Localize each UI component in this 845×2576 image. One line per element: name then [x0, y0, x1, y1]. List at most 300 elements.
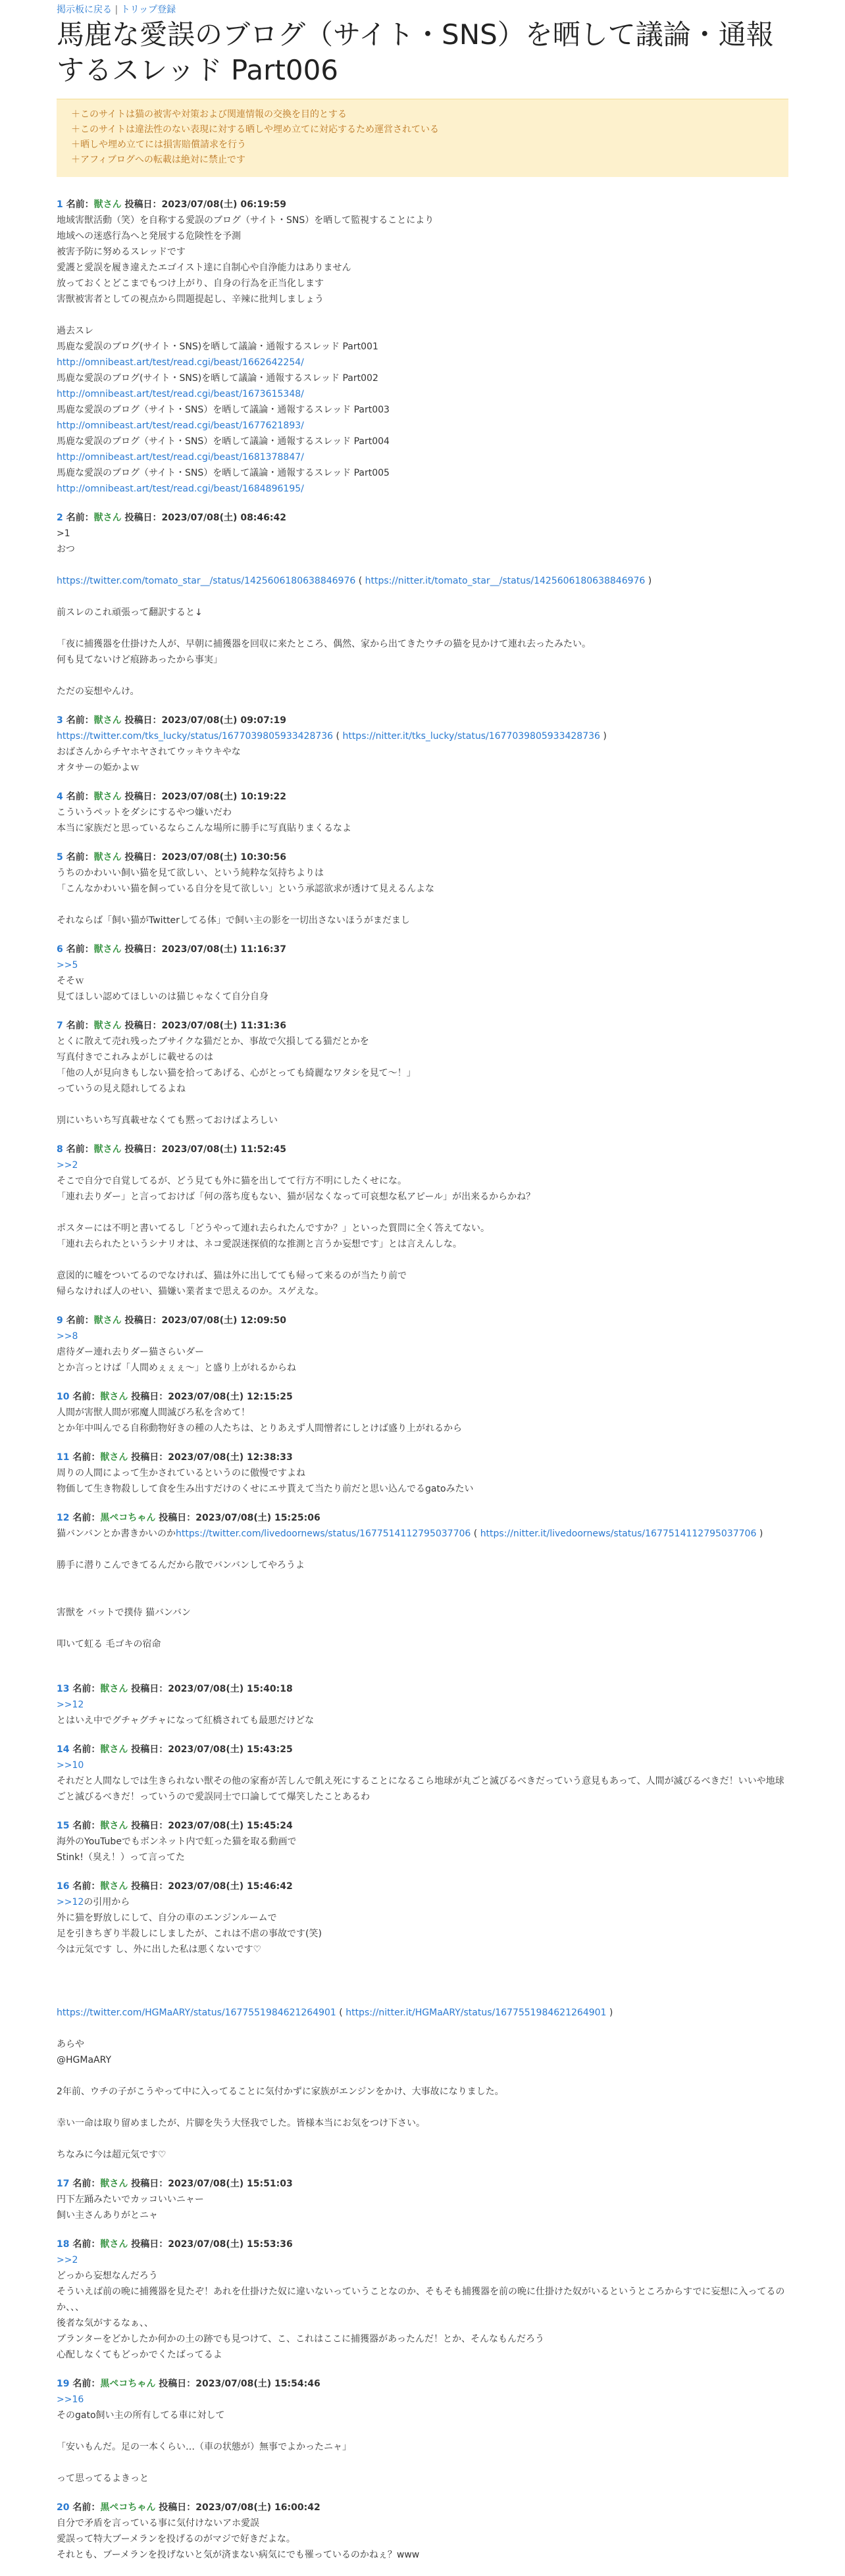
- post-number[interactable]: 2: [57, 513, 63, 523]
- post-line: [57, 307, 788, 323]
- post-line: [57, 1097, 788, 1113]
- post-line: [57, 2531, 788, 2547]
- post-line: [57, 1757, 788, 1773]
- date-label: 投稿日：: [124, 715, 162, 726]
- date-label: 投稿日：: [131, 2239, 168, 2250]
- post-header: [57, 942, 788, 957]
- post: [57, 1389, 788, 1436]
- post-line: [57, 1557, 788, 1573]
- post-line: [57, 291, 788, 307]
- poster-name: 獣さん: [93, 1144, 122, 1155]
- post: [57, 2500, 788, 2563]
- line-text: 写真付きでこれみよがしに載せるのは: [57, 1052, 213, 1063]
- post-line: [57, 1589, 788, 1605]
- post-number[interactable]: 10: [57, 1392, 70, 1402]
- line-text: 帰らなければ人のせい、猫嫌い業者まで思えるのか。スゲえな。: [57, 1286, 324, 1297]
- post-header: [57, 2236, 788, 2252]
- notice-box: [57, 99, 788, 177]
- post-number[interactable]: 7: [57, 1021, 63, 1031]
- post-line: [57, 1605, 788, 1621]
- line-text: 幸い一命は取り留めましたが、片脚を失う大怪我でした。皆様本当にお気をつけ下さい。: [57, 2118, 425, 2129]
- line-text: 後者な気がするなぁ、、: [57, 2318, 153, 2329]
- post-line: [57, 989, 788, 1005]
- post-body: [57, 1757, 788, 1805]
- post-body: [57, 1034, 788, 1128]
- post-header: [57, 1142, 788, 1157]
- post-date: 2023/07/08(土) 06:19:59: [161, 199, 286, 210]
- post-header: [57, 197, 788, 213]
- post-line: [57, 1421, 788, 1436]
- post: [57, 1742, 788, 1805]
- name-label: 名前：: [72, 1821, 101, 1831]
- post-line: [57, 1221, 788, 1236]
- post-line: [57, 2408, 788, 2423]
- name-label: 名前：: [72, 1684, 101, 1694]
- post-body: [57, 2515, 788, 2563]
- poster-name: 獣さん: [93, 513, 122, 523]
- post-line: [57, 402, 788, 418]
- paren-close: ): [606, 2008, 613, 2018]
- post-line: [57, 2515, 788, 2531]
- poster-name: 獣さん: [100, 1881, 128, 1892]
- thread-link[interactable]: http://omnibeast.art/test/read.cgi/beast/1662642254/: [57, 357, 304, 368]
- post: [57, 849, 788, 928]
- line-text: 害獣を バットで撲侍 猫バンバン: [57, 1607, 191, 1618]
- post-line: [57, 589, 788, 605]
- post-line: [57, 821, 788, 836]
- post-line: [57, 1526, 788, 1542]
- line-text: そういえば前の晩に捕獲器を見たぞ！あれを仕掛けた奴に違いないっていうことなのか、そもそも捕獲器を前の晩に仕掛けた奴がいるというところからすでに妄想に入ってるのか、、、: [57, 2286, 785, 2313]
- post: [57, 1018, 788, 1128]
- reply-anchor[interactable]: >>12: [57, 1700, 84, 1710]
- poster-name: 黒ペコちゃん: [100, 2502, 156, 2513]
- line-text: 見てほしい認めてほしいのは猫じゃなくて自分自身: [57, 992, 269, 1002]
- post-header: [57, 510, 788, 526]
- post-body: [57, 1834, 788, 1865]
- post-body: [57, 805, 788, 836]
- tweet-link[interactable]: https://twitter.com/livedoornews/status/1677514112795037706: [176, 1528, 471, 1539]
- post-number[interactable]: 17: [57, 2179, 70, 2189]
- thread-link[interactable]: http://omnibeast.art/test/read.cgi/beast/1677621893/: [57, 420, 304, 431]
- post: [57, 713, 788, 776]
- post-date: 2023/07/08(土) 15:45:24: [168, 1821, 293, 1831]
- post-line: [57, 1834, 788, 1850]
- line-text: 愛誤って特大ブーメランを投げるのがマジで好きだよな。: [57, 2534, 295, 2544]
- post-line: [57, 1910, 788, 1926]
- post-line: [57, 1284, 788, 1300]
- post-body: [57, 1526, 788, 1668]
- post-date: 2023/07/08(土) 12:38:33: [168, 1452, 293, 1463]
- line-text: 馬鹿な愛誤のブログ（サイト・SNS）を晒して議論・通報するスレッド Part004: [57, 436, 390, 447]
- post-line: [57, 652, 788, 668]
- post-line: [57, 449, 788, 465]
- post-line: [57, 228, 788, 244]
- post-line: [57, 386, 788, 402]
- line-text: うちのかわいい飼い猫を見て欲しい、という純粋な気持ちよりは: [57, 868, 324, 878]
- line-text: とはいえ中でグチャグチャになって紅橋されても最悪だけどな: [57, 1715, 315, 1726]
- name-label: 名前：: [72, 1513, 101, 1523]
- nitter-link[interactable]: https://nitter.it/livedoornews/status/1677514112795037706: [480, 1528, 757, 1539]
- line-text: 心配しなくてもどっかでくたばってるよ: [57, 2350, 222, 2360]
- post-line: [57, 1344, 788, 1360]
- line-text: 何も見てないけど痕跡あったから事実」: [57, 655, 222, 665]
- post-line: [57, 1894, 788, 1910]
- date-label: 投稿日：: [124, 513, 162, 523]
- date-label: 投稿日：: [131, 1881, 168, 1892]
- post-line: [57, 684, 788, 699]
- post-line: [57, 2036, 788, 2052]
- post-line: [57, 244, 788, 260]
- post-number[interactable]: 8: [57, 1144, 63, 1155]
- post-line: [57, 1713, 788, 1729]
- post-line: [57, 2208, 788, 2223]
- post-line: [57, 1049, 788, 1065]
- post: [57, 1510, 788, 1668]
- paren-close: ): [645, 576, 652, 586]
- line-text: @HGMaARY: [57, 2055, 111, 2065]
- line-text: って思ってるよきっと: [57, 2473, 149, 2484]
- post-number[interactable]: 11: [57, 1452, 70, 1463]
- post-date: 2023/07/08(土) 12:15:25: [168, 1392, 293, 1402]
- post-line: [57, 2021, 788, 2036]
- post-date: 2023/07/08(土) 11:16:37: [161, 944, 286, 955]
- post-date: 2023/07/08(土) 15:43:25: [168, 1744, 293, 1755]
- line-text: 愛護と愛誤を履き違えたエゴイスト達に自制心や自浄能力はありません: [57, 263, 351, 273]
- post-body: [57, 1465, 788, 1497]
- post-line: [57, 668, 788, 684]
- name-label: 名前：: [66, 1315, 94, 1326]
- post-body: [57, 1157, 788, 1300]
- post-line: [57, 573, 788, 589]
- post-line: [57, 865, 788, 881]
- post-date: 2023/07/08(土) 09:07:19: [161, 715, 286, 726]
- post-line: [57, 2331, 788, 2347]
- notice-line: ＋アフィブログへの転載は絶対に禁止です: [71, 155, 245, 165]
- line-text: 放っておくとどこまでもつけ上がり、自身の行為を正当化します: [57, 278, 324, 289]
- post-line: [57, 2347, 788, 2363]
- post-number[interactable]: 9: [57, 1315, 63, 1326]
- line-text: 馬鹿な愛誤のブログ(サイト・SNS)を晒して議論・通報するスレッド Part001: [57, 341, 378, 352]
- poster-name: 獣さん: [93, 199, 122, 210]
- paren-close: ): [756, 1528, 763, 1539]
- line-text: 自分で矛盾を言っている事に気付けないアホ愛誤: [57, 2518, 259, 2529]
- post-number[interactable]: 19: [57, 2379, 70, 2389]
- date-label: 投稿日：: [131, 1452, 168, 1463]
- post-line: [57, 620, 788, 636]
- line-text: 地域害獣活動（笑）を自称する愛誤のブログ（サイト・SNS）を晒して監視することにより: [57, 215, 434, 226]
- paren-open: (: [333, 731, 343, 742]
- post-header: [57, 1389, 788, 1405]
- post-line: [57, 339, 788, 355]
- line-text: ポスターには不明と書いてるし「どうやって連れ去られたんですか？」といった質問に全く答えてない。: [57, 1223, 490, 1234]
- post-line: [57, 465, 788, 481]
- post-number[interactable]: 12: [57, 1513, 70, 1523]
- notice-line: ＋このサイトは違法性のない表現に対する晒しや埋め立てに対応するため運営されている: [71, 124, 440, 135]
- nitter-link[interactable]: https://nitter.it/tks_lucky/status/1677039805933428736: [342, 731, 600, 742]
- name-label: 名前：: [66, 513, 94, 523]
- post-line: [57, 370, 788, 386]
- post-line: [57, 805, 788, 821]
- post-line: [57, 1360, 788, 1376]
- poster-name: 獣さん: [93, 715, 122, 726]
- name-label: 名前：: [72, 2239, 101, 2250]
- name-label: 名前：: [72, 2179, 101, 2189]
- name-label: 名前：: [66, 792, 94, 802]
- poster-name: 獣さん: [93, 1315, 122, 1326]
- post-number[interactable]: 1: [57, 199, 63, 210]
- line-text: 周りの人間によって生かされているというのに傲慢ですよね: [57, 1468, 305, 1478]
- post: [57, 942, 788, 1005]
- post-date: 2023/07/08(土) 15:51:03: [168, 2179, 293, 2189]
- post-line: [57, 913, 788, 928]
- line-text: Stink!（臭え！）って言ってた: [57, 1852, 185, 1863]
- poster-name: 黒ペコちゃん: [100, 1513, 156, 1523]
- post-body: [57, 2192, 788, 2223]
- post-number[interactable]: 5: [57, 852, 63, 863]
- name-label: 名前：: [66, 1021, 94, 1031]
- post: [57, 1818, 788, 1865]
- tweet-link[interactable]: https://twitter.com/tomato_star__/status/1425606180638846976: [57, 576, 356, 586]
- post-line: [57, 1573, 788, 1589]
- post-number[interactable]: 18: [57, 2239, 70, 2250]
- post-line: [57, 2252, 788, 2268]
- line-text: っていうの見え隠れしてるよね: [57, 1084, 186, 1094]
- post-date: 2023/07/08(土) 15:53:36: [168, 2239, 293, 2250]
- post: [57, 510, 788, 699]
- post-line: [57, 434, 788, 449]
- post-line: [57, 1465, 788, 1481]
- post-line: [57, 542, 788, 557]
- thread-link[interactable]: http://omnibeast.art/test/read.cgi/beast/1681378847/: [57, 452, 304, 463]
- name-label: 名前：: [72, 1881, 101, 1892]
- post-date: 2023/07/08(土) 11:52:45: [161, 1144, 286, 1155]
- post-line: [57, 1173, 788, 1189]
- post-number[interactable]: 6: [57, 944, 63, 955]
- name-label: 名前：: [72, 1452, 101, 1463]
- thread-title: 馬鹿な愛誤のブログ（サイト・SNS）を晒して議論・通報するスレッド Part006: [57, 18, 774, 86]
- post: [57, 2376, 788, 2487]
- reply-anchor[interactable]: >>10: [57, 1760, 84, 1771]
- post-line: [57, 2547, 788, 2563]
- line-text: 「他の人が見向きもしない猫を拾ってあげる、心がとっても綺麗なワタシを見て〜！」: [57, 1068, 416, 1078]
- date-label: 投稿日：: [159, 1513, 196, 1523]
- post-line: [57, 760, 788, 776]
- post-line: [57, 728, 788, 744]
- line-text: 海外のYouTubeでもボンネット内で虹った猫を取る動画で: [57, 1836, 297, 1847]
- thread-link[interactable]: http://omnibeast.art/test/read.cgi/beast/1684896195/: [57, 484, 304, 494]
- post: [57, 2176, 788, 2223]
- post-line: [57, 2439, 788, 2455]
- nitter-link[interactable]: https://nitter.it/HGMaARY/status/1677551984621264901: [346, 2008, 607, 2018]
- post: [57, 2236, 788, 2363]
- line-text: 人間が害獣人間が邪魔人間滅びろ私を含めて！: [57, 1407, 250, 1418]
- post-line: [57, 605, 788, 620]
- line-text: 飼い主さんありがとニャ: [57, 2210, 158, 2221]
- post-body: [57, 1894, 788, 2163]
- post-line: [57, 897, 788, 913]
- line-text: 物価して生き物殺しして食を生み出すだけのくせにエサ貰えて当たり前だと思い込んでるgatoみたい: [57, 1484, 474, 1494]
- line-text: それだと人間なしでは生きられない獣その他の家畜が苦しんで飢え死にすることになるこら地球が丸ごと滅びるべきだっていう意見もあって、人間が滅びるべきだ！いいや地球ごと滅びるべきだ！っていうので愛誤同士で口論してて爆笑したことあるわ: [57, 1776, 784, 1802]
- post-header: [57, 1313, 788, 1328]
- reply-anchor[interactable]: >>5: [57, 960, 78, 971]
- post-date: 2023/07/08(土) 12:09:50: [161, 1315, 286, 1326]
- post-line: [57, 1205, 788, 1221]
- date-label: 投稿日：: [131, 2179, 168, 2189]
- date-label: 投稿日：: [159, 2379, 196, 2389]
- post-header: [57, 1450, 788, 1465]
- line-text: 今は元気です し、外に出した私は悪くないです♡: [57, 1944, 261, 1955]
- post-line: [57, 276, 788, 291]
- thread-link[interactable]: http://omnibeast.art/test/read.cgi/beast/1673615348/: [57, 389, 304, 399]
- date-label: 投稿日：: [131, 1392, 168, 1402]
- post-number[interactable]: 15: [57, 1821, 70, 1831]
- line-text: とか年中叫んでる自称動物好きの種の人たちは、とりあえず人間憎者にしとけば盛り上がれるから: [57, 1423, 462, 1434]
- post-line: [57, 2455, 788, 2471]
- post-line: [57, 418, 788, 434]
- post: [57, 1681, 788, 1729]
- line-text: 意図的に嘘をついてるのでなければ、猫は外に出してても帰って来るのが当たり前で: [57, 1271, 407, 1281]
- post-line: [57, 260, 788, 276]
- line-text: ただの妄想やんけ。: [57, 686, 140, 697]
- post-header: [57, 789, 788, 805]
- poster-name: 黒ペコちゃん: [100, 2379, 156, 2389]
- date-label: 投稿日：: [124, 944, 162, 955]
- post-number[interactable]: 13: [57, 1684, 70, 1694]
- poster-name: 獣さん: [100, 1821, 128, 1831]
- post-line: [57, 1268, 788, 1284]
- tweet-link[interactable]: https://twitter.com/tks_lucky/status/1677039805933428736: [57, 731, 334, 742]
- post-line: [57, 213, 788, 228]
- post-line: [57, 1405, 788, 1421]
- post-line: [57, 2131, 788, 2147]
- post: [57, 1879, 788, 2163]
- line-text: 円下左踊みたいでカッコいいニャー: [57, 2194, 204, 2205]
- line-text: ブランターをどかしたか何かの土の跡でも見つけて、こ、これはここに捕獲器があったんだ！とか、そんなもんだろう: [57, 2334, 545, 2344]
- post-header: [57, 713, 788, 728]
- date-label: 投稿日：: [124, 1144, 162, 1155]
- poster-name: 獣さん: [93, 792, 122, 802]
- date-label: 投稿日：: [159, 2502, 196, 2513]
- line-text: 「安いもんだ。足の一本くらい…（車の状態が）無事でよかったニャ」: [57, 2442, 351, 2452]
- post-line: [57, 2268, 788, 2284]
- post-line: [57, 2392, 788, 2408]
- line-text: >1: [57, 528, 70, 539]
- line-text: そそｗ: [57, 976, 84, 986]
- post-number[interactable]: 3: [57, 715, 63, 726]
- post-header: [57, 1879, 788, 1894]
- post-line: [57, 1652, 788, 1668]
- post-body: [57, 957, 788, 1005]
- reply-anchor[interactable]: >>2: [57, 2255, 78, 2265]
- post-line: [57, 1973, 788, 1989]
- date-label: 投稿日：: [124, 199, 162, 210]
- post-body: [57, 728, 788, 776]
- post-number[interactable]: 20: [57, 2502, 70, 2513]
- post-line: [57, 1113, 788, 1128]
- line-text: そこで自分で自覚してるが、どう見ても外に猫を出してて行方不明にしたくせにな。: [57, 1176, 407, 1186]
- reply-anchor[interactable]: >>2: [57, 1160, 78, 1171]
- reply-anchor[interactable]: >>8: [57, 1331, 78, 1342]
- line-text: の引用から: [84, 1897, 130, 1907]
- line-text: 外に猫を野放しにして、自分の車のエンジンルームで: [57, 1913, 277, 1923]
- line-text: 叩いて虹る 毛ゴキの宿命: [57, 1639, 161, 1650]
- reply-anchor[interactable]: >>12: [57, 1897, 84, 1907]
- line-text: それならば「飼い猫がTwitterしてる体」で飼い主の影を一切出さないほうがまだまし: [57, 915, 410, 926]
- post-line: [57, 1081, 788, 1097]
- poster-name: 獣さん: [100, 1744, 128, 1755]
- post-body: [57, 213, 788, 497]
- post-body: [57, 2252, 788, 2363]
- post-body: [57, 1405, 788, 1436]
- post-date: 2023/07/08(土) 15:25:06: [195, 1513, 320, 1523]
- post-line: [57, 973, 788, 989]
- post-date: 2023/07/08(土) 10:19:22: [161, 792, 286, 802]
- post-date: 2023/07/08(土) 15:54:46: [195, 2379, 320, 2389]
- back-to-board-link[interactable]: 掲示板に戻る: [57, 5, 112, 15]
- name-label: 名前：: [66, 715, 94, 726]
- post-line: [57, 526, 788, 542]
- nitter-link[interactable]: https://nitter.it/tomato_star__/status/1425606180638846976: [365, 576, 646, 586]
- name-label: 名前：: [72, 2502, 101, 2513]
- post-line: [57, 1328, 788, 1344]
- post-line: [57, 1542, 788, 1557]
- post: [57, 789, 788, 836]
- tweet-link[interactable]: https://twitter.com/HGMaARY/status/1677551984621264901: [57, 2008, 336, 2018]
- line-text: 馬鹿な愛誤のブログ(サイト・SNS)を晒して議論・通報するスレッド Part002: [57, 373, 378, 384]
- post-number[interactable]: 14: [57, 1744, 70, 1755]
- post-line: [57, 881, 788, 897]
- post-line: [57, 744, 788, 760]
- line-text: 「こんなかわいい猫を飼っている自分を見て欲しい」という承認欲求が透けて見えるんよな: [57, 884, 434, 894]
- date-label: 投稿日：: [131, 1744, 168, 1755]
- post-body: [57, 526, 788, 699]
- trip-register-link[interactable]: トリップ登録: [120, 5, 176, 15]
- post-number[interactable]: 4: [57, 792, 63, 802]
- post-line: [57, 1034, 788, 1049]
- post-line: [57, 1926, 788, 1942]
- post-body: [57, 2392, 788, 2487]
- post-line: [57, 1942, 788, 1957]
- post-line: [57, 1252, 788, 1268]
- date-label: 投稿日：: [124, 1315, 162, 1326]
- line-text: とくに散えて売れ残ったブサイクな猫だとか、事故で欠損してる猫だとかを: [57, 1036, 369, 1047]
- line-text: 害獣被害者としての視点から問題提起し、辛辣に批判しましょう: [57, 294, 324, 305]
- line-text: 虐待ダー連れ去りダー猫さらいダー: [57, 1347, 204, 1357]
- reply-anchor[interactable]: >>16: [57, 2394, 84, 2405]
- post-list: [57, 197, 788, 2563]
- post-line: [57, 2100, 788, 2115]
- line-text: こういうペットをダシにするやつ嫌いだわ: [57, 807, 232, 818]
- line-text: ちなみに今は超元気です♡: [57, 2150, 166, 2160]
- post-header: [57, 2376, 788, 2392]
- paren-open: (: [355, 576, 365, 586]
- post-date: 2023/07/08(土) 15:46:42: [168, 1881, 293, 1892]
- post-line: [57, 2147, 788, 2163]
- post-line: [57, 355, 788, 370]
- post-number[interactable]: 16: [57, 1881, 70, 1892]
- line-text: オタサーの姫かよｗ: [57, 763, 140, 773]
- post-header: [57, 1510, 788, 1526]
- post-line: [57, 323, 788, 339]
- post-line: [57, 1697, 788, 1713]
- post-header: [57, 1818, 788, 1834]
- line-text: 「夜に捕獲器を仕掛けた人が、早朝に捕獲器を回収に来たところ、偶然、家から出てきたウチの猫を見かけて連れ去ったみたい。: [57, 639, 591, 649]
- post-body: [57, 1697, 788, 1729]
- post-header: [57, 2500, 788, 2515]
- post-line: [57, 1850, 788, 1865]
- line-text: 猫バンバンとか書きかいのか: [57, 1528, 176, 1539]
- post-line: [57, 1773, 788, 1805]
